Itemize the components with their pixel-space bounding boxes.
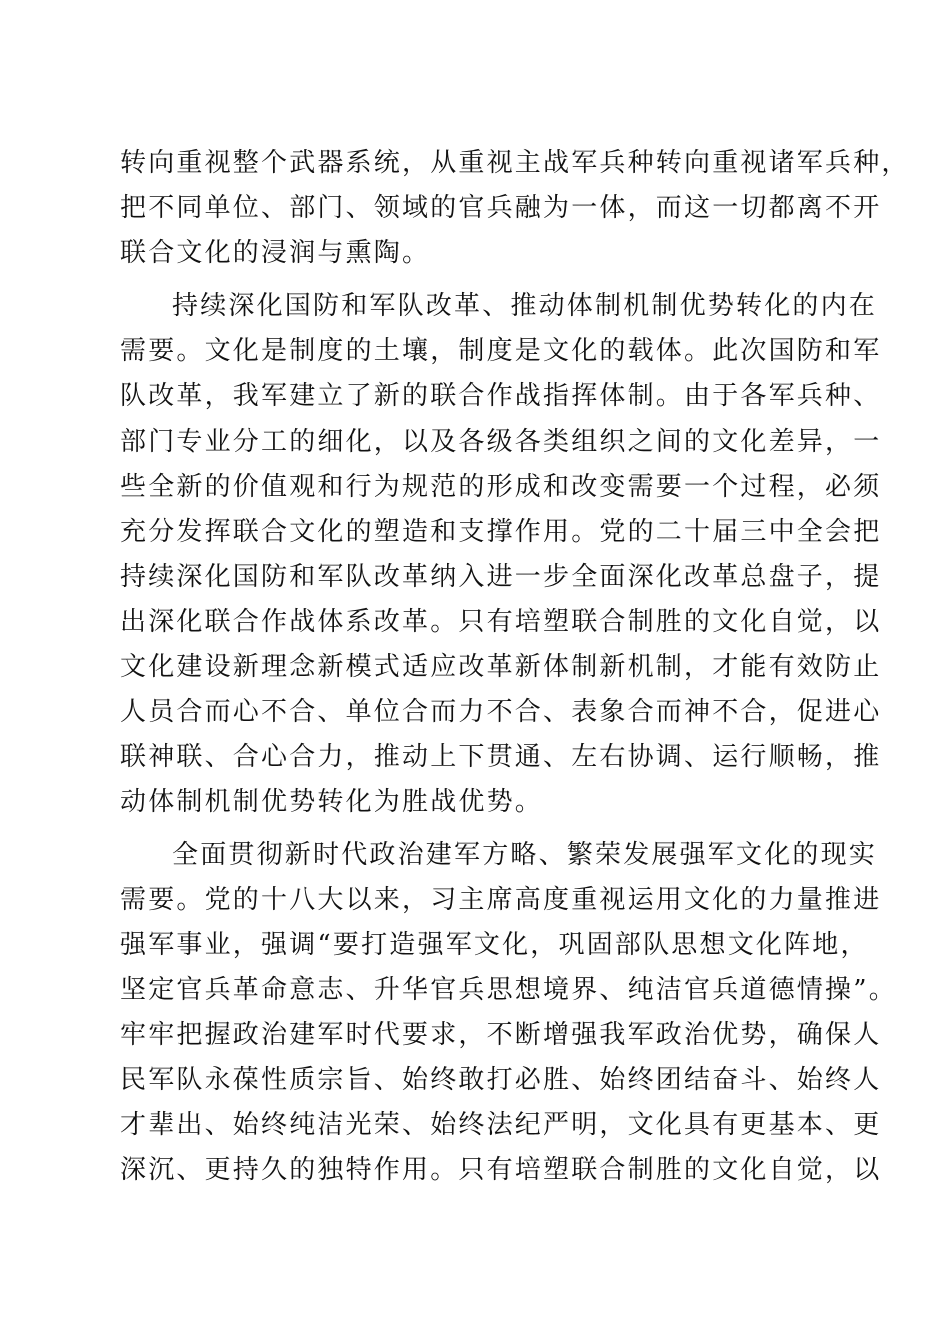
text-line: 文化建设新理念新模式适应改革新体制新机制，才能有效防止 <box>120 652 882 682</box>
text-line: 部门专业分工的细化，以及各级各类组织之间的文化差异，一 <box>120 427 882 457</box>
text-line: 出深化联合作战体系改革。只有培塑联合制胜的文化自觉，以 <box>120 607 882 637</box>
text-line: 人员合而心不合、单位合而力不合、表象合而神不合，促进心 <box>120 697 882 727</box>
text-line: 持续深化国防和军队改革纳入进一步全面深化改革总盘子，提 <box>120 562 882 592</box>
text-line: 牢牢把握政治建军时代要求，不断增强我军政治优势，确保人 <box>120 1020 882 1050</box>
text-line: 深沉、更持久的独特作用。只有培塑联合制胜的文化自觉，以 <box>120 1155 882 1185</box>
text-line: 才辈出、始终纯洁光荣、始终法纪严明，文化具有更基本、更 <box>120 1110 882 1140</box>
text-line: 些全新的价值观和行为规范的形成和改变需要一个过程，必须 <box>120 472 882 502</box>
paragraph-first-line: 持续深化国防和军队改革、推动体制机制优势转化的内在 <box>172 291 878 321</box>
text-line: 联合文化的浸润与熏陶。 <box>120 238 431 268</box>
text-line: 强军事业，强调“要打造强军文化，巩固部队思想文化阵地， <box>120 930 869 960</box>
text-line: 队改革，我军建立了新的联合作战指挥体制。由于各军兵种、 <box>120 381 882 411</box>
text-line: 需要。党的十八大以来，习主席高度重视运用文化的力量推进 <box>120 885 882 915</box>
text-line: 把不同单位、部门、领域的官兵融为一体，而这一切都离不开 <box>120 193 882 223</box>
text-line: 联神联、合心合力，推动上下贯通、左右协调、运行顺畅，推 <box>120 742 882 772</box>
text-line: 动体制机制优势转化为胜战优势。 <box>120 787 544 817</box>
text-line: 需要。文化是制度的土壤，制度是文化的载体。此次国防和军 <box>120 336 882 366</box>
text-line: 坚定官兵革命意志、升华官兵思想境界、纯洁官兵道德情操”。 <box>120 975 897 1005</box>
text-line: 充分发挥联合文化的塑造和支撑作用。党的二十届三中全会把 <box>120 517 882 547</box>
text-line: 转向重视整个武器系统，从重视主战军兵种转向重视诸军兵种， <box>120 148 910 178</box>
text-line: 民军队永葆性质宗旨、始终敢打必胜、始终团结奋斗、始终人 <box>120 1065 882 1095</box>
paragraph-first-line: 全面贯彻新时代政治建军方略、繁荣发展强军文化的现实 <box>172 840 878 870</box>
